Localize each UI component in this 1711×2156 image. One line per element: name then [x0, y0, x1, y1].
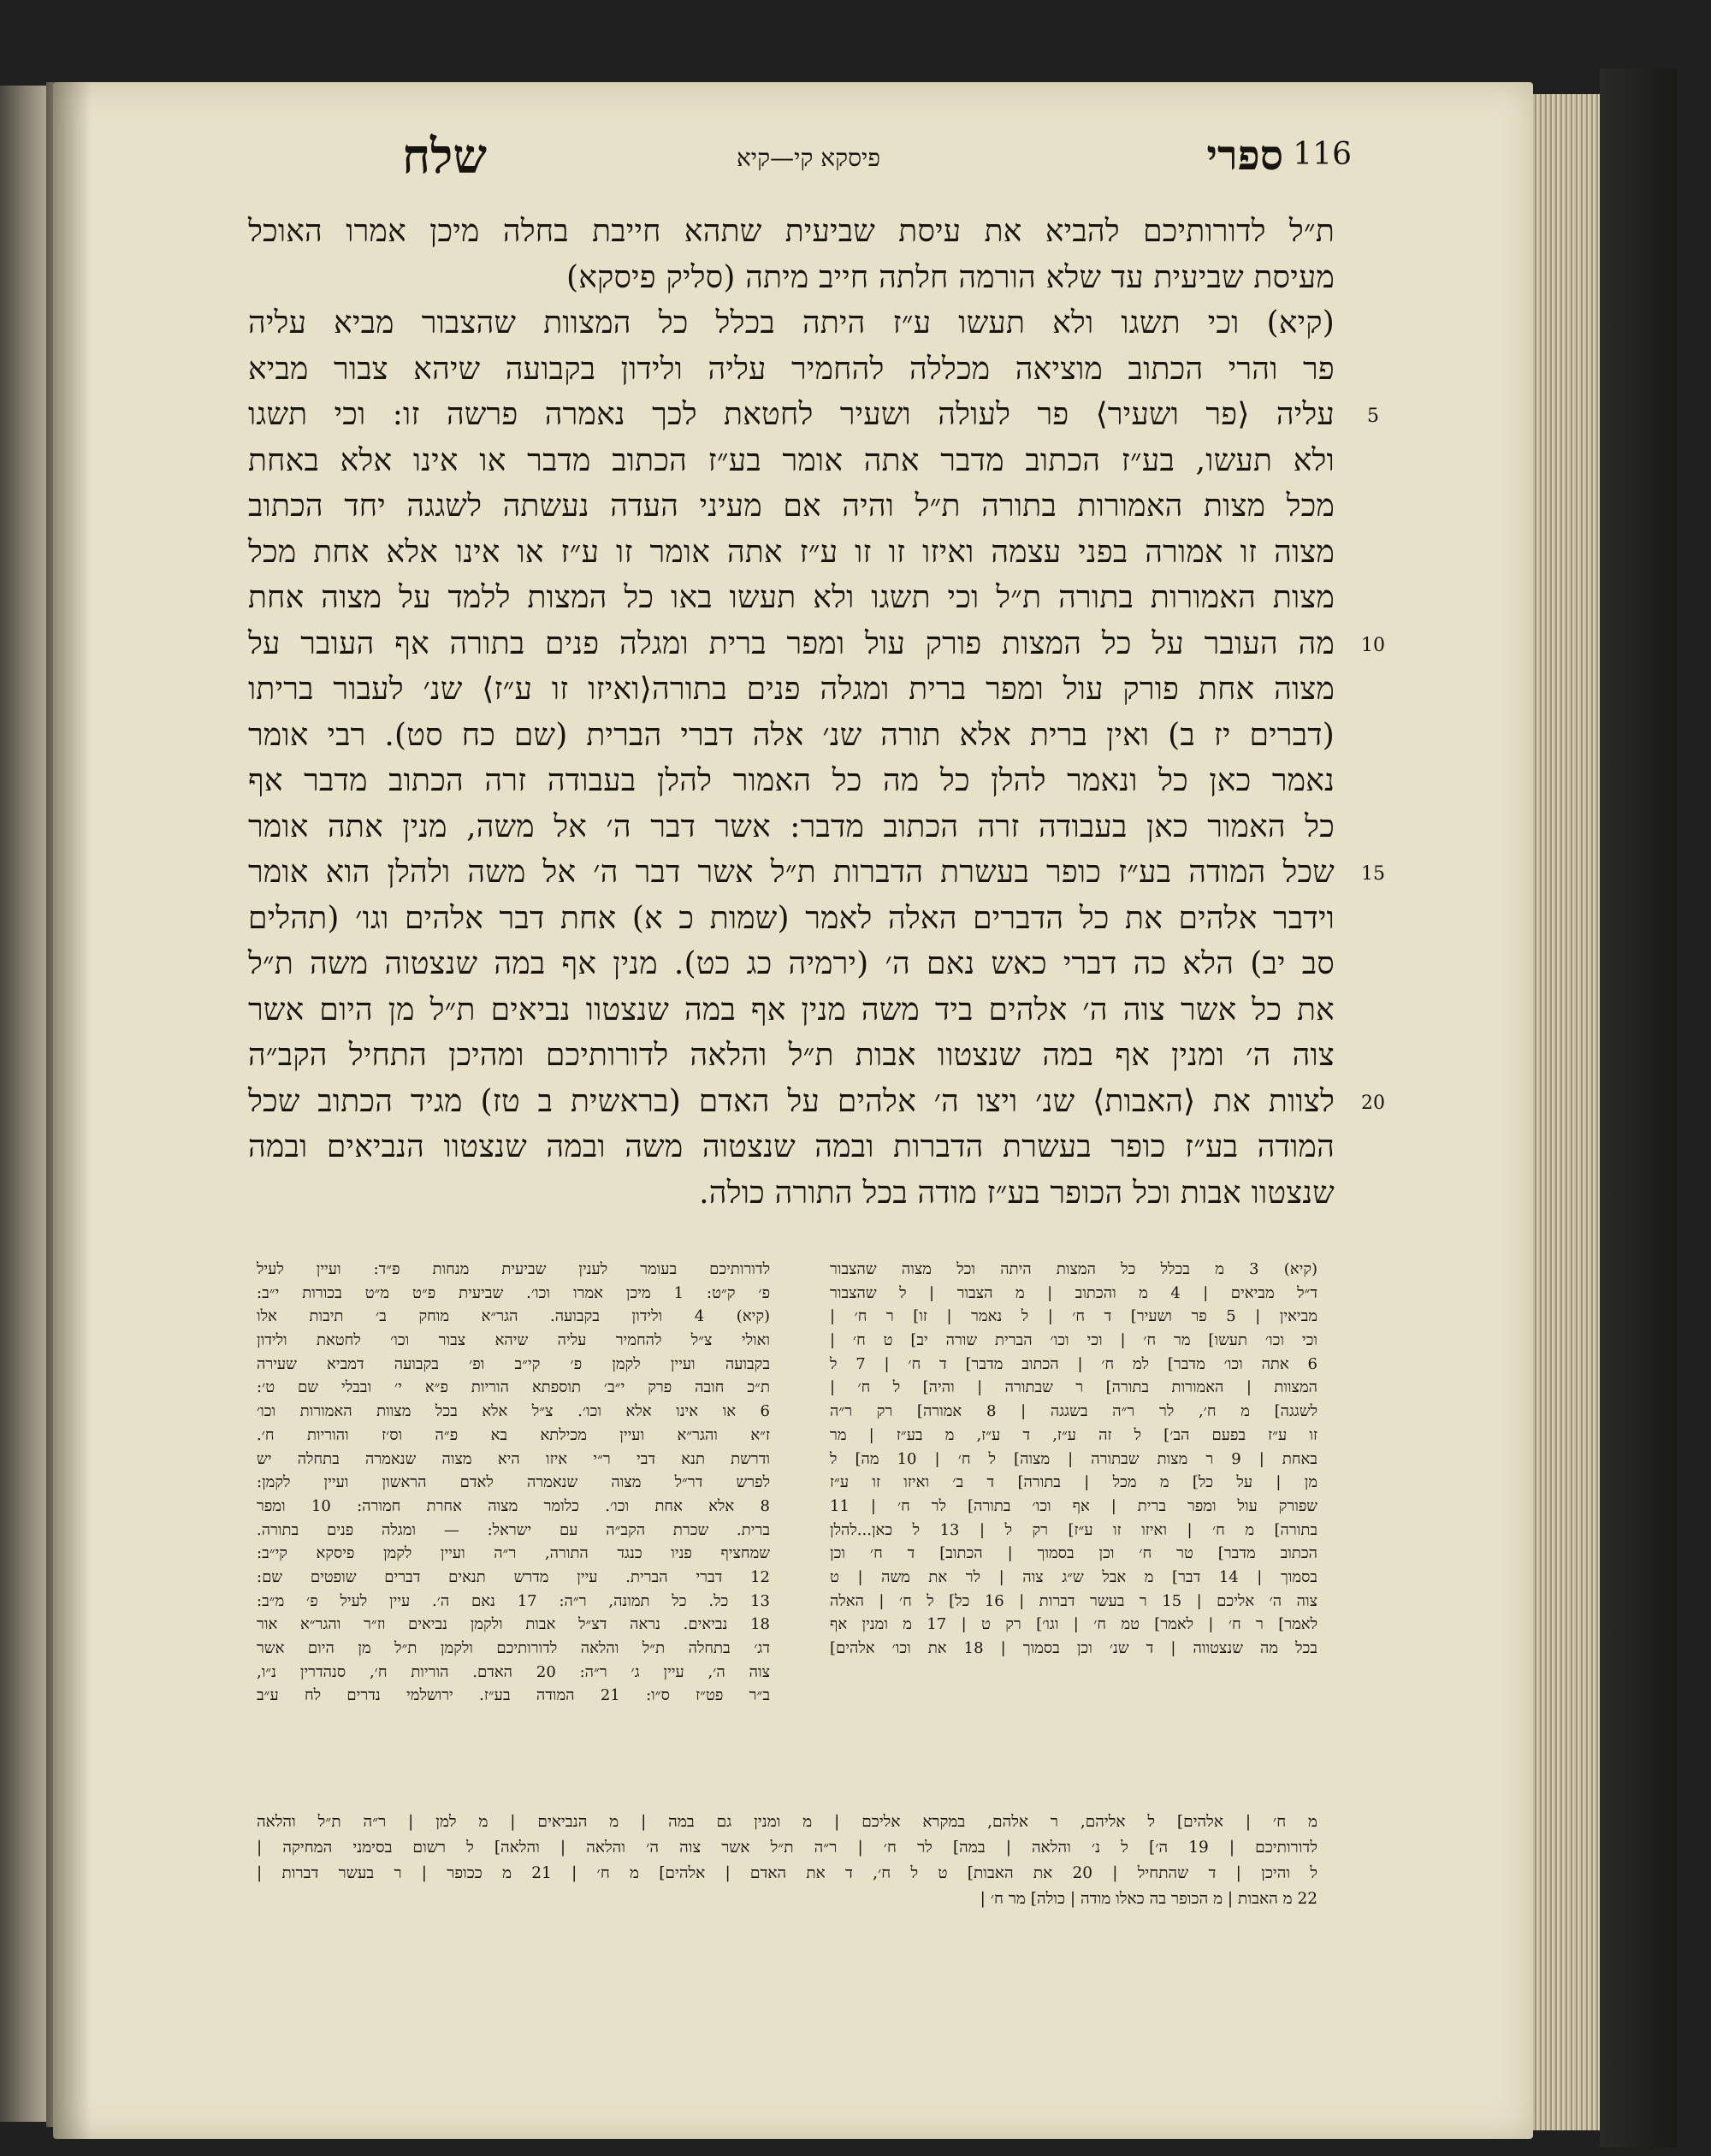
- text-line: כל האמור כאן בעבודה זרה הכתוב מדבר: אשר דבר ה׳ אל משה, מנין אתה אומר: [248, 808, 1335, 844]
- note-line: 6 או אינו אלא וכו׳. צ״ל אלא בכל מצוות האמורות וכו׳: [257, 1402, 770, 1421]
- note-line: באחת | 9 ר מצות שבתורה | מצוה] ל ח׳ | 10 מה] ל: [830, 1449, 1317, 1468]
- note-line: לדורותיכם בעומר לענין שביעית מנחות פ״ד: ועיין לעיל: [257, 1260, 770, 1278]
- variant-readings: [830, 1258, 1317, 1661]
- text-line: צוה ה׳ ומנין אף במה שנצטוו אבות ת״ל והלאה לדורותיכם ומהיכן התחיל הקב״ה: [248, 1038, 1335, 1073]
- note-line: ת״כ חובה פרק י״ב׳ תוספתא הוריות פ״א י׳ ובבלי שם ט׳:: [257, 1378, 770, 1397]
- note-line: צוה ה׳ אליכם | 15 ר בעשר דברות | 16 כל] ל ח׳ | האלה: [830, 1591, 1317, 1610]
- note-line: לפרש דר״ל מצוה שנאמרה לאדם הראשון ועיין לקמן:: [257, 1473, 770, 1492]
- note-line: 13 כל. כל תמונה, ר״ה: 17 נאם ה׳. עיין לעיל פ׳ מ״ב:: [257, 1591, 770, 1610]
- note-line: לדורותיכם | 19 ה׳] ל נ׳ והלאה | במה] לר ח׳ | ר״ה ת״ל אשר צוה ה׳ והלאה | והלאה] ל רשום בסימני המחיקה |: [257, 1839, 1317, 1857]
- note-line: המצוות | האמורות בתורה] ר שבתורה | והיה] ל ח׳ |: [830, 1378, 1317, 1397]
- line-number: 10: [1361, 635, 1385, 656]
- text-line: ולא תעשו, בע״ז הכתוב מדבר אתה אומר בע״ז הכתוב מדבר או אינו אלא באחת: [248, 442, 1335, 478]
- note-line: 12 דברי הברית. עיין מדרש תנאים דברים שופטים שם:: [257, 1567, 770, 1586]
- note-line: ד״ל מביאים | 4 מ והכתוב | מ הצבור | ל שהצבור: [830, 1283, 1318, 1302]
- text-line: עליה ⟨פר ושעיר⟩ פר לעולה ושעיר לחטאת לכך נאמרה פרשה זו: וכי תשגו: [248, 397, 1335, 432]
- page-edges: [1533, 94, 1602, 2130]
- text-line: ת״ל לדורותיכם להביא את עיסת שביעית שתהא חייבת בחלה מיכן אמרו האוכל: [248, 214, 1335, 249]
- note-line: 6 אתה וכו׳ מדבר] למ ח׳ | הכתוב מדבר] ד ח׳ | 7 ל: [830, 1354, 1317, 1373]
- note-line: ב״ר פט״ז ס״ו: 21 המודה בע״ז. ירושלמי נדרים לח ע״ב: [257, 1686, 770, 1705]
- commentary-notes: [257, 1258, 770, 1708]
- variant-readings-continued: [257, 1810, 1317, 1912]
- note-line: פ׳ ק״ט: 1 מיכן אמרו וכו׳. שביעית פ״ט מ״ט בכורות י״ב:: [257, 1283, 770, 1302]
- note-line: 18 נביאים. נראה דצ״ל אבות ולקמן נביאים וז״ר והגר״א אור: [257, 1615, 770, 1634]
- text-line: וידבר אלהים את כל הדברים האלה לאמר (שמות כ א) אחת דבר אלהים וגו׳ (תהלים: [248, 900, 1335, 936]
- note-line: הכתוב מדבר] טר ח׳ וכן בסמוך | הכתוב] ד ח׳ וכן: [830, 1544, 1317, 1563]
- text-line: לצוות את ⟨האבות⟩ שנ׳ ויצו ה׳ אלהים על האדם (בראשית ב טז) מגיד הכתוב שכל: [248, 1083, 1335, 1119]
- note-line: לאמר] ר ח׳ | לאמר] טמ ח׳ | וגו׳] רק ט | 17 מ ומנין אף: [830, 1615, 1317, 1634]
- note-line: מביאין | 5 פר ושעיר] ד ח׳ | ל נאמר | זו] ר ח׳ |: [830, 1307, 1317, 1326]
- note-line: בכל מה שנצטווה | ד שנ׳ וכן בסמוך | 18 את וכו׳ אלהים]: [830, 1639, 1317, 1657]
- page-number: 116: [1293, 137, 1352, 172]
- note-line: דג׳ בתחלה ת״ל והלאה לדורותיכם ולקמן ת״ל מן היום אשר: [257, 1639, 770, 1657]
- note-line: 8 אלא אחת וכו׳. כלומר מצוה אחרת חמורה: 10 ומפר: [257, 1496, 770, 1515]
- text-line: את כל אשר צוה ה׳ אלהים ביד משה מנין אף במה שנצטוו נביאים ת״ל מן היום אשר: [248, 992, 1335, 1028]
- note-line: שמחציף פניו כנגד התורה, ר״ה ועיין לקמן פיסקא קי״ב:: [257, 1544, 770, 1563]
- section-reference: פיסקא קי—קיא: [736, 144, 881, 172]
- text-line: מה העובר על כל המצות פורק עול ומפר ברית ומגלה פנים בתורה אף העובר על: [248, 625, 1335, 661]
- edge-shadow: [1600, 68, 1677, 2147]
- note-line: זו ע״ז בפעם הב׳] ל זה ע״ז, ד ע״ז, מ בע״ז | מר: [830, 1425, 1317, 1444]
- note-line: מן | על כל] מ מכל | בתורה] ד ב׳ ואיזו זו ע״ז: [830, 1473, 1317, 1492]
- note-line: ברית. שכרת הקב״ה עם ישראל: — ומגלה פנים בתורה.: [257, 1520, 770, 1539]
- note-line: ודרשת תנא דבי ר״י איזו היא מצוה שנאמרה בתחלה יש: [257, 1449, 770, 1468]
- book-title: ספרי: [1206, 132, 1283, 180]
- text-line: (דברים יז ב) ואין ברית אלא תורה שנ׳ אלה דברי הברית (שם כח סט). רבי אומר: [248, 717, 1335, 753]
- text-line: מכל מצות האמורות בתורה ת״ל והיה אם מעיני העדה נעשתה לשגגה יחד הכתוב: [248, 489, 1335, 524]
- note-line: צוה ה׳, עיין ג׳ ר״ה: 20 האדם. הוריות ח׳, סנהדרין נ״ו,: [257, 1662, 771, 1681]
- text-line: המודה בע״ז כופר בעשרת הדברות ובמה שנצטוה משה ובמה שנצטוו הנביאים ובמה: [248, 1129, 1335, 1164]
- text-line: נאמר כאן כל ונאמר להלן כל מה כל האמור להלן בעבודה זרה הכתוב מדבר אף: [248, 763, 1335, 798]
- left-page-edge: [0, 86, 53, 2122]
- note-line: ואולי צ״ל להחמיר עליה שיהא צבור וכו׳ לחטאת ולידון: [257, 1331, 770, 1350]
- running-header: [257, 128, 1352, 197]
- text-line: מצוה אחת פורק עול ומפר ברית ומגלה פנים בתורה⟨ואיזו זו ע״ז⟩ שנ׳ לעבור בריתו: [248, 672, 1335, 707]
- note-line: ל והיכן | ד שהתחיל | 20 את האבות] ט ל ח׳, ד את האדם | אלהים] מ ח׳ | 21 מ ככופר | ר בעשר דברות |: [257, 1864, 1317, 1882]
- line-number: 15: [1361, 863, 1385, 885]
- parasha-name: שלח: [402, 128, 487, 185]
- note-line: וכי וכו׳ תעשו] מר ח׳ | וכי וכו׳ הברית שורה יב] ט ח׳ |: [830, 1331, 1317, 1350]
- note-line: (קיא) 4 ולידון בקבועה. הגר״א מוחק ב׳ תיבות אלו: [257, 1307, 771, 1326]
- text-line: שנצטוו אבות וכל הכופר בע״ז מודה בכל התורה כולה.: [699, 1175, 1335, 1211]
- line-number: 20: [1361, 1093, 1385, 1114]
- text-line: מצוה זו אמורה בפני עצמה ואיזו זו זו ע״ז אתה אומר זו ע״ז או אינו אלא אחת מכל: [248, 534, 1335, 570]
- note-line: בסמוך | 14 דבר] מ אבל ש״ג צוה | לר את משה | ט: [830, 1567, 1317, 1586]
- text-line: סב יב) הלא כה דברי כאש נאם ה׳ (ירמיה כג כט). מנין אף במה שנצטוה משה ת״ל: [248, 946, 1335, 981]
- note-line: שפורק עול ומפר ברית | אף וכו׳ בתורה] לר ח׳ | 11: [830, 1496, 1317, 1515]
- note-line: בקבועה ועיין לקמן פ׳ קי״ב ופ׳ בקבועה דמביא שעירה: [257, 1354, 770, 1373]
- text-line: שכל המודה בע״ז כופר בעשרת הדברות ת״ל אשר דבר ה׳ אל משה ולהלן הוא אומר: [248, 855, 1335, 890]
- note-line: מ ח׳ | אלהים] ל אליהם, ר אלהם, במקרא אליכם | מ ומנין גם במה | מ הנביאים | מ למן | ר״ה ת״ל והלאה: [257, 1813, 1317, 1831]
- main-text: [248, 209, 1335, 1216]
- note-line: בתורה] מ ח׳ | ואיזו זו ע״ז] רק ל | 13 ל כאן...להלן: [830, 1520, 1317, 1539]
- text-line: מעיסת שביעית עד שלא הורמה חלתה חייב מיתה (סליק פיסקא): [565, 259, 1335, 295]
- note-line: ז״א והגר״א ועיין מכילתא בא פ״ה וס׳ז והוריות ח׳.: [257, 1425, 770, 1444]
- text-line: פר והרי הכתוב מוציאה מכללה להחמיר עליה ולידון בקבועה שיהא צבור מביא: [248, 351, 1335, 387]
- spine-shadow: [53, 82, 92, 2139]
- note-line: לשגגה] מ ח׳, לר ר״ה בשגגה | 8 אמורה] רק ר״ה: [830, 1402, 1317, 1421]
- note-line: (קיא) 3 מ בכלל כל המצות היתה וכל מצוה שהצבור: [830, 1260, 1318, 1278]
- note-line: 22 מ האבות | מ הכופר בה כאלו מודה | כולה] מר ח׳ |: [980, 1890, 1317, 1908]
- text-line: (קיא) וכי תשגו ולא תעשו ע״ז היתה בכלל כל המצוות שהצבור מביא עליה: [248, 305, 1335, 341]
- text-line: מצות האמורות בתורה ת״ל וכי תשגו ולא תעשו באו כל המצות ללמד על מצוה אחת: [248, 580, 1335, 615]
- line-number: 5: [1367, 406, 1379, 427]
